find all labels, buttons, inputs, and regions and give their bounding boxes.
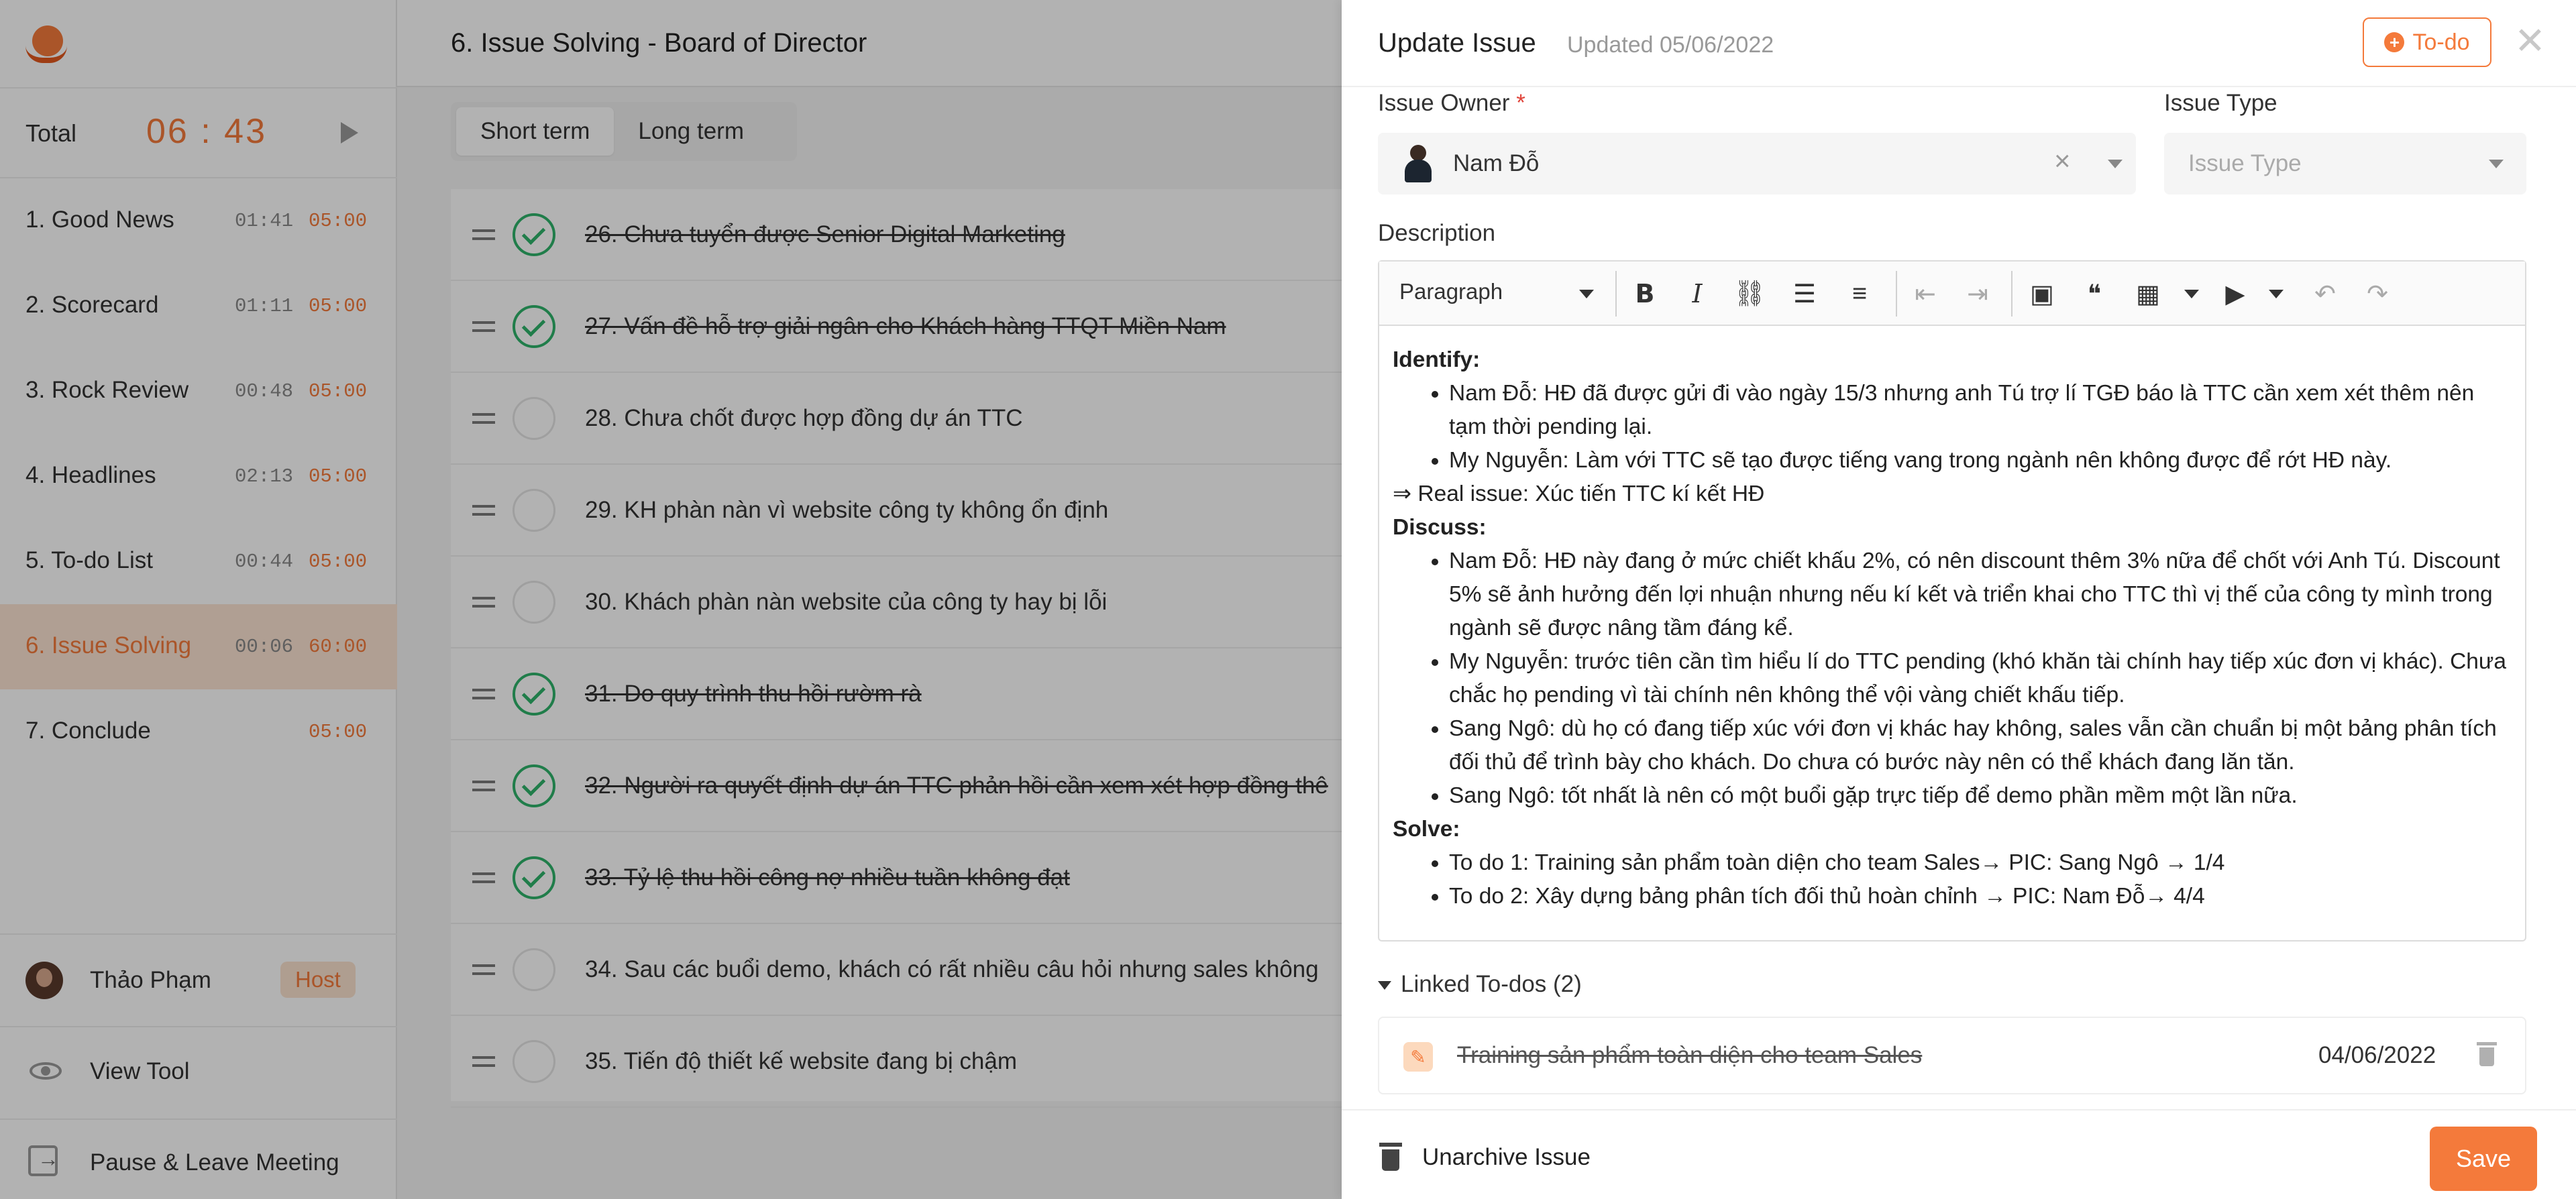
linked-todos-toggle[interactable] [1378,971,1582,998]
agenda-item-elapsed: 00:06 [235,636,294,658]
panel-header [1342,0,2576,87]
linked-todo-date: 04/06/2022 [2318,1042,2436,1068]
agenda-item-label: 4. Headlines [25,462,156,488]
issue-title: 33. Tỷ lệ thu hồi công nợ nhiều tuần không đạt [585,864,1070,891]
image-icon[interactable]: ▣ [2030,280,2054,308]
avatar [1402,145,1434,182]
issue-title: 35. Tiến độ thiết kế website đang bị chậm [585,1048,1018,1074]
chevron-down-icon[interactable] [2269,290,2284,298]
undo-icon[interactable]: ↶ [2314,280,2336,308]
user-name: Thảo Phạm [90,967,211,993]
issue-owner-label-text: Issue Owner [1378,90,1510,116]
list-item: • My Nguyễn: Làm với TTC sẽ tạo được tiếng vang trong ngành nên không được để rớt HĐ này. [1449,444,2513,477]
agenda-item-label: 1. Good News [25,207,174,233]
paragraph-format-dropdown[interactable] [1399,279,1503,304]
list-item: • My Nguyễn: trước tiên cần tìm hiểu lí do TTC pending (khó khăn tài chính hay tiếp xúc đơn vị khác). Chưa chắc họ pending vì tài chính nên không thể vội vàng chiết khấu tiếp. [1449,645,2513,712]
linked-todos-label: Linked To-dos (2) [1401,971,1582,997]
agenda-item-label: 5. To-do List [25,547,154,573]
section-heading: Solve: [1393,817,1460,842]
issue-title: 28. Chưa chốt được hợp đồng dự án TTC [585,405,1023,431]
save-button[interactable]: Save [2430,1127,2537,1191]
agenda-item-label: 7. Conclude [25,718,151,744]
close-icon[interactable]: ✕ [2514,19,2546,62]
agenda-item-label: 6. Issue Solving [25,632,192,659]
issue-owner-label [1378,90,1525,117]
panel-title: Update Issue [1378,28,1536,58]
agenda-item-budget: 05:00 [309,295,368,317]
issue-type-select[interactable] [2164,133,2526,194]
issue-title: 31. Do quy trình thu hồi rườm rà [585,681,922,707]
paragraph-format-label: Paragraph [1399,279,1503,304]
agenda-item-elapsed: 00:48 [235,380,294,402]
tab-long-term[interactable]: Long term [638,118,744,144]
issue-title: 29. KH phàn nàn vì website công ty không ổn định [585,497,1109,523]
bold-icon[interactable]: B [1635,279,1655,308]
agenda-item-budget: 05:00 [309,721,368,743]
description-editor[interactable] [1378,260,2526,941]
list-item: • To do 2: Xây dựng bảng phân tích đối thủ hoàn chỉnh → PIC: Nam Đỗ→ 4/4 [1449,880,2513,913]
agenda-item-budget: 05:00 [309,210,368,232]
list-item: • To do 1: Training sản phẩm toàn diện cho team Sales→ PIC: Sang Ngô → 1/4 [1449,846,2513,880]
outdent-icon[interactable]: ⇤ [1915,280,1936,308]
issue-owner-select[interactable] [1378,133,2136,194]
section-heading: Discuss: [1393,515,1487,540]
agenda-item-elapsed: 01:41 [235,210,294,232]
updated-date: Updated 05/06/2022 [1567,32,1774,58]
chevron-down-icon[interactable] [2184,290,2199,298]
tab-short-term[interactable]: Short term [456,107,614,156]
issue-title: 30. Khách phàn nàn website của công ty hay bị lỗi [585,589,1108,615]
list-item: • Sang Ngô: tốt nhất là nên có một buổi gặp trực tiếp để demo phần mềm một lần nữa. [1449,779,2513,813]
issue-title: 32. Người ra quyết định dự án TTC phản hồi cần xem xét hợp đồng thê [585,773,1328,799]
toolbar-divider [1615,271,1617,317]
redo-icon[interactable]: ↷ [2367,280,2388,308]
add-todo-label: To-do [2412,29,2470,55]
agenda-item-label: 2. Scorecard [25,292,159,318]
issue-title: 34. Sau các buổi demo, khách có rất nhiều câu hỏi nhưng sales không [585,956,1319,982]
media-embed-icon[interactable]: ▶ [2225,280,2245,308]
view-tool-label: View Tool [90,1058,190,1084]
bullet-list [1419,846,2513,913]
link-icon[interactable]: ⛓ [1733,280,1766,308]
agenda-item-elapsed: 01:11 [235,295,294,317]
issue-type-placeholder: Issue Type [2188,150,2302,176]
caret-down-icon [1378,981,1391,990]
trash-icon[interactable] [2477,1041,2497,1068]
bullet-list [1419,377,2513,477]
chevron-down-icon[interactable] [2108,160,2123,168]
plus-circle-icon: + [2384,32,2404,52]
leave-meeting-label: Pause & Leave Meeting [90,1149,339,1176]
list-item: • Nam Đỗ: HĐ này đang ở mức chiết khấu 2%, có nên discount thêm 3% nữa để chốt với Anh Tú. Discount 5% sẽ ảnh hưởng đến lợi nhuận nhưng nếu kí kết và triển khai cho TTC thì vị thế của công ty mình trong ngành sẽ được nâng tầm đáng kể. [1449,545,2513,645]
indent-icon[interactable]: ⇥ [1967,280,1988,308]
linked-todo-item[interactable] [1378,1017,2526,1094]
list-item: • Nam Đỗ: HĐ đã được gửi đi vào ngày 15/3 nhưng anh Tú trợ lí TGĐ báo là TTC cần xem xét thêm nên tạm thời pending lại. [1449,377,2513,444]
issue-title: 26. Chưa tuyển được Senior Digital Marketing [585,221,1065,247]
table-icon[interactable]: ▦ [2136,280,2160,308]
toolbar-divider [2011,271,2012,317]
agenda-item-elapsed: 02:13 [235,465,294,488]
list-item: • Sang Ngô: dù họ có đang tiếp xúc với đơn vị khác hay không, sales vẫn cần chuẩn bị một bảng phân tích đối thủ để trình bày cho khách. Do chưa có bước này nên có thể khách đang lăn tăn. [1449,712,2513,779]
description-label: Description [1378,220,1496,246]
required-marker: * [1516,90,1525,116]
bulleted-list-icon[interactable]: ☰ [1792,280,1817,308]
add-todo-button[interactable] [2363,17,2491,67]
agenda-item-budget: 05:00 [309,465,368,488]
agenda-item-budget: 05:00 [309,380,368,402]
editor-toolbar [1379,262,2525,326]
unarchive-issue-label: Unarchive Issue [1422,1144,1591,1170]
bullet-list [1419,545,2513,813]
agenda-item-label: 3. Rock Review [25,377,189,403]
quote-icon[interactable]: ❝ [2087,279,2102,308]
pencil-icon[interactable]: ✎ [1403,1042,1433,1072]
issue-type-label: Issue Type [2164,90,2277,116]
page-title: 6. Issue Solving - Board of Director [451,28,867,58]
agenda-item-elapsed: 00:44 [235,551,294,573]
chevron-down-icon[interactable] [1579,290,1594,298]
update-issue-panel [1342,0,2576,1199]
real-issue-line: ⇒ Real issue: Xúc tiến TTC kí kết HĐ [1393,481,1765,506]
issue-owner-value: Nam Đỗ [1453,150,1540,176]
agenda-item-budget: 60:00 [309,636,368,658]
agenda-item-budget: 05:00 [309,551,368,573]
trash-icon [1379,1143,1402,1171]
numbered-list-icon[interactable]: ≡ [1851,279,1868,308]
host-badge: Host [280,962,356,998]
italic-icon[interactable]: I [1692,279,1703,308]
total-label: Total [25,119,77,147]
clear-icon[interactable]: × [2054,145,2071,176]
total-time: 06 : 43 [146,112,268,151]
chevron-down-icon[interactable] [2489,160,2504,168]
description-content[interactable] [1393,343,2513,913]
section-heading: Identify: [1393,347,1481,372]
linked-todo-title: Training sản phẩm toàn diện cho team Sales [1457,1042,1923,1068]
panel-footer [1342,1109,2576,1199]
toolbar-divider [1896,271,1897,317]
issue-title: 27. Vấn đề hỗ trợ giải ngân cho Khách hàng TTQT Miền Nam [585,313,1226,339]
